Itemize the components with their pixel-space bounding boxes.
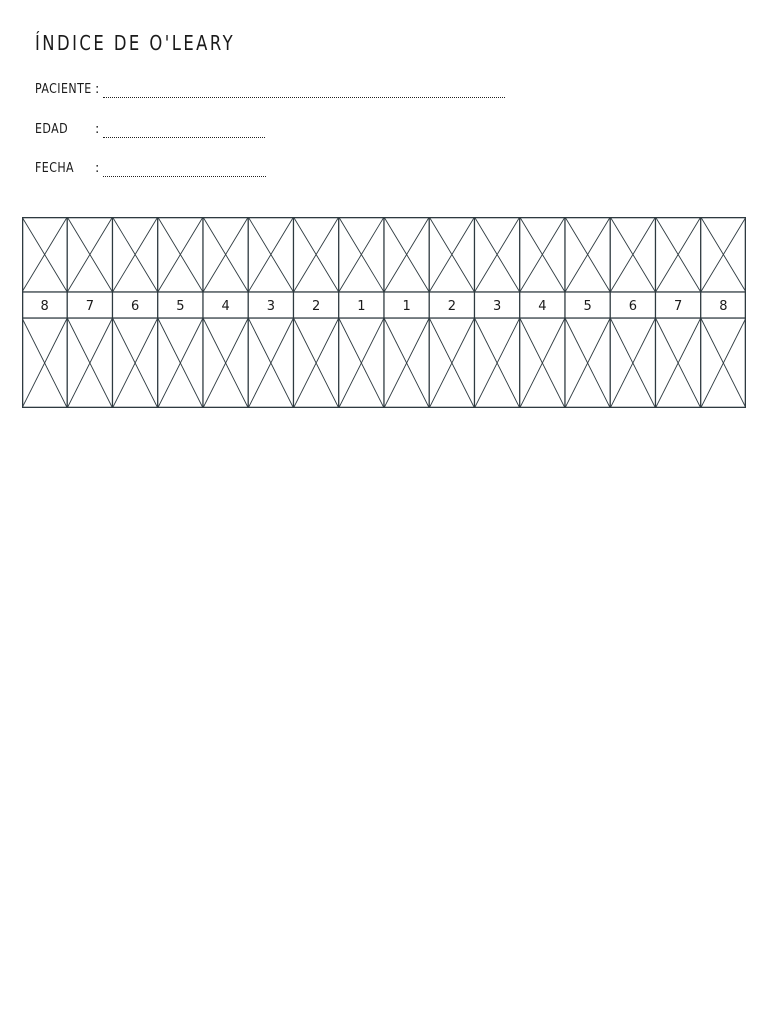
lower-tooth-7[interactable] [294,318,339,408]
fecha-blank-line[interactable] [103,164,266,177]
upper-tooth-7[interactable] [294,217,339,292]
edad-colon: : [95,122,100,137]
upper-tooth-12[interactable] [520,217,565,292]
oleary-odontogram [22,217,746,408]
upper-tooth-5[interactable] [203,217,248,292]
paciente-field[interactable] [35,80,505,98]
lower-tooth-3[interactable] [113,318,158,408]
upper-tooth-15[interactable] [656,217,701,292]
tooth-number-label: 5 [176,299,185,314]
lower-tooth-12[interactable] [520,318,565,408]
upper-tooth-11[interactable] [475,217,520,292]
lower-tooth-4[interactable] [158,318,203,408]
tooth-number-label: 2 [447,299,457,314]
tooth-number-label: 5 [583,299,592,314]
tooth-number-label: 4 [221,299,230,314]
lower-tooth-1[interactable] [22,318,67,408]
page-title: ÍNDICE DE O'LEARY [35,31,236,55]
upper-tooth-4[interactable] [158,217,203,292]
edad-field[interactable] [35,120,265,138]
upper-tooth-14[interactable] [610,217,655,292]
lower-tooth-9[interactable] [384,318,429,408]
tooth-number-label: 3 [492,299,502,314]
tooth-number-label: 6 [130,299,140,314]
lower-tooth-8[interactable] [339,318,384,408]
upper-tooth-3[interactable] [113,217,158,292]
tooth-number-label: 8 [40,299,49,314]
tooth-number-label: 4 [538,299,547,314]
lower-tooth-6[interactable] [248,318,293,408]
lower-tooth-11[interactable] [475,318,520,408]
lower-tooth-15[interactable] [656,318,701,408]
upper-tooth-10[interactable] [429,217,474,292]
edad-blank-line[interactable] [103,125,265,138]
paciente-colon: : [95,82,100,97]
tooth-number-label: 7 [673,299,683,314]
lower-tooth-10[interactable] [429,318,474,408]
lower-tooth-14[interactable] [610,318,655,408]
upper-tooth-2[interactable] [67,217,112,292]
fecha-label: FECHA [35,161,75,176]
upper-tooth-13[interactable] [565,217,610,292]
edad-label: EDAD [35,122,69,137]
tooth-number-label: 6 [628,299,638,314]
lower-tooth-2[interactable] [67,318,112,408]
tooth-number-label: 2 [311,299,321,314]
lower-tooth-13[interactable] [565,318,610,408]
lower-tooth-5[interactable] [203,318,248,408]
upper-tooth-8[interactable] [339,217,384,292]
upper-tooth-9[interactable] [384,217,429,292]
upper-tooth-6[interactable] [248,217,293,292]
tooth-number-label: 8 [719,299,728,314]
tooth-number-label: 3 [266,299,276,314]
fecha-field[interactable] [35,159,266,177]
paciente-blank-line[interactable] [103,85,505,98]
upper-tooth-1[interactable] [22,217,67,292]
odontogram-grid [22,217,746,408]
upper-tooth-16[interactable] [701,217,746,292]
fecha-colon: : [95,161,100,176]
tooth-number-label: 1 [357,299,366,314]
paciente-label: PACIENTE [35,82,92,97]
tooth-number-label: 7 [85,299,95,314]
tooth-number-label: 1 [402,299,411,314]
lower-tooth-16[interactable] [701,318,746,408]
